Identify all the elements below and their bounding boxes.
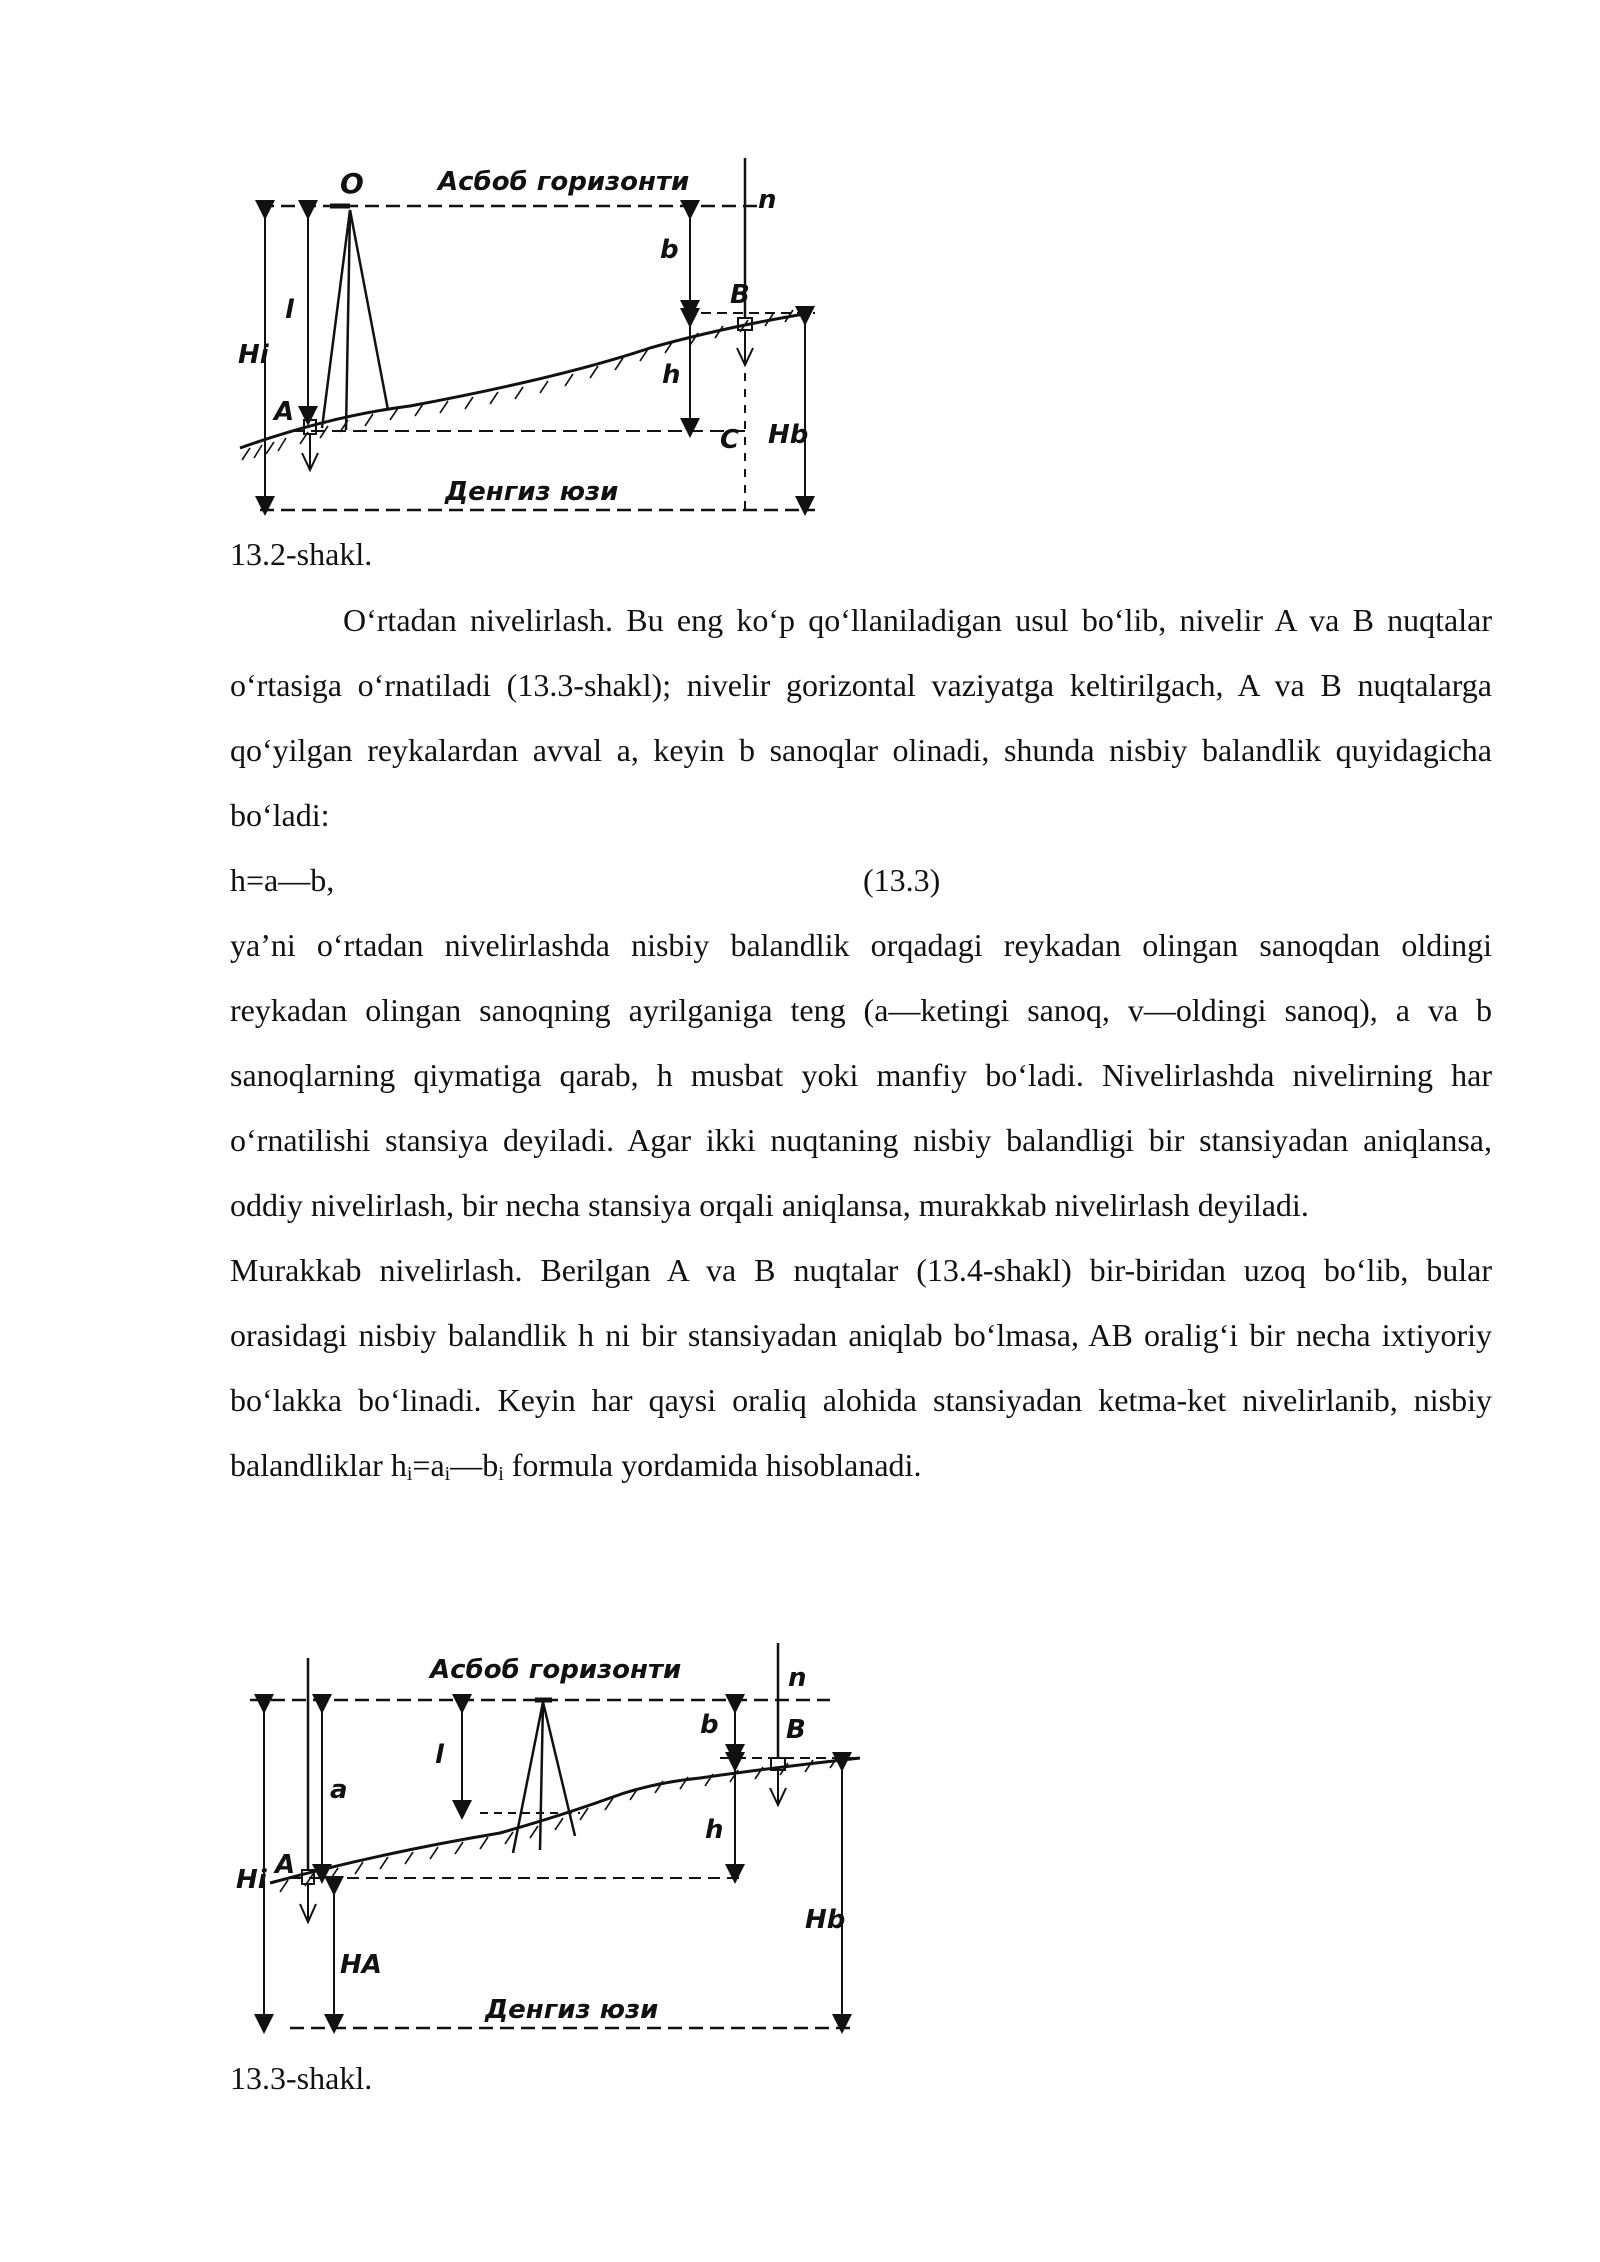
fig1-label-h: h: [662, 360, 681, 390]
fig1-label-horizon: Асбоб горизонти: [438, 167, 690, 197]
figure-13-3-drawing: [230, 1638, 870, 2038]
body-text: [230, 588, 1492, 1498]
fig2-label-horizon: Асбоб горизонти: [430, 1655, 682, 1685]
fig1-label-A: A: [274, 397, 295, 427]
p3-sub-1: i: [406, 1463, 413, 1485]
fig1-label-Hi: Hi: [238, 340, 269, 370]
fig2-label-h: h: [705, 1815, 724, 1845]
figure-13-2-caption: 13.2-shakl.: [230, 536, 373, 572]
fig2-label-b: b: [700, 1710, 719, 1740]
fig2-label-A: A: [275, 1850, 296, 1880]
figure-13-3-caption: 13.3-shakl.: [230, 2060, 373, 2096]
figure-13-2-drawing: [230, 148, 830, 518]
fig1-label-B: B: [730, 280, 750, 310]
p3-h: h: [390, 1447, 407, 1483]
figure-13-3: [230, 1638, 870, 2038]
fig2-label-l: l: [435, 1740, 444, 1770]
p3-sub-2: i: [444, 1463, 451, 1485]
figure-13-2: [230, 148, 830, 518]
fig2-label-a: a: [330, 1775, 348, 1805]
fig1-label-C: C: [720, 425, 740, 455]
fig1-label-sea: Денгиз юзи: [445, 477, 619, 507]
paragraph-complex-leveling: [230, 1238, 1492, 1498]
fig2-label-n: n: [788, 1663, 807, 1693]
p3-end: formula yordamida hisoblanadi.: [503, 1447, 922, 1483]
paragraph-explanation: ya’ni o‘rtadan nivelirlashda nisbiy balandlik orqadagi reykadan olingan sanoqdan oldingi reykadan olingan sanoqning ayrilganiga teng (a—ketingi sanoq, v—oldingi sanoq), a va b sanoqlarning qiymatiga qarab, h musbat yoki manfiy bo‘ladi. Nivelirlashda nivelirning har o‘rnatilishi stansiya deyiladi. Agar ikki nuqtaning nisbiy balandligi bir stansiyadan aniqlansa, oddiy nivelirlash, bir necha stansiya orqali aniqlansa, murakkab nivelirlash deyiladi.: [230, 927, 1492, 1223]
formula-13-3: [230, 848, 1492, 913]
p3-eq: =a: [412, 1447, 445, 1483]
fig1-label-b: b: [660, 235, 679, 265]
p3-start: Murakkab nivelirlash. Berilgan A va B nuqtalar (13.4-shakl) bir-biridan uzoq bo‘lib, bular orasidagi nisbiy balandlik h ni bir stansiyadan aniqlab bo‘lmasa, AB oralig‘i bir necha ixtiyoriy bo‘lakka bo‘linadi. Keyin har qaysi oraliq alohida stansiyadan ketma-ket nivelirlanib, nisbiy balandliklar: [230, 1252, 1492, 1483]
fig2-label-Hb: Hb: [805, 1905, 846, 1935]
fig2-label-HA: HA: [340, 1950, 382, 1980]
fig2-label-Hi: Hi: [236, 1865, 267, 1895]
p3-dash: —b: [450, 1447, 499, 1483]
fig2-label-B: B: [786, 1715, 806, 1745]
formula-expression: h=a—b,: [230, 862, 335, 898]
formula-number: (13.3): [863, 862, 941, 898]
fig2-label-sea: Денгиз юзи: [485, 1995, 659, 2025]
p3-sub-3: i: [498, 1463, 504, 1485]
fig1-label-o: O: [340, 167, 364, 200]
fig1-label-l: l: [285, 295, 294, 325]
fig1-label-n: n: [758, 185, 777, 215]
paragraph-central-leveling: O‘rtadan nivelirlash. Bu eng ko‘p qo‘llaniladigan usul bo‘lib, nivelir A va B nuqtalar o‘rtasiga o‘rnatiladi (13.3-shakl); nivelir gorizontal vaziyatga keltirilgach, A va B nuqtalarga qo‘yilgan reykalardan avval a, keyin b sanoqlar olinadi, shunda nisbiy balandlik quyidagicha bo‘ladi:: [230, 602, 1492, 833]
fig1-label-Hb: Hb: [768, 420, 809, 450]
